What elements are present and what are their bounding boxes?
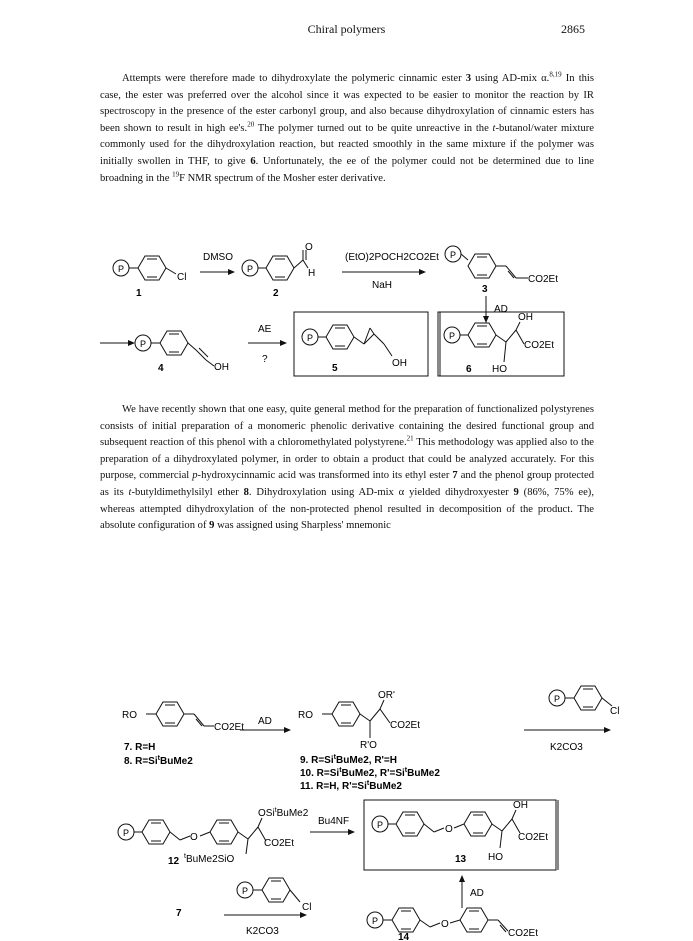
polymer-label: P [377, 820, 384, 830]
reagent-label: DMSO [203, 252, 233, 263]
compound-number: 7 [176, 908, 182, 919]
atom-label: O [441, 919, 449, 930]
compound-8-label: 8. $R=Si^tBuMe2$ [124, 755, 193, 767]
polymer-label: P [307, 333, 314, 343]
atom-label: OH [513, 800, 528, 811]
polymer-label: P [247, 264, 254, 274]
compound-number: 13 [455, 854, 467, 865]
group-label: CO2Et [214, 722, 245, 733]
atom-label: OH [214, 362, 229, 373]
atom-label: OH [518, 312, 533, 323]
running-title: Chiral polymers [307, 22, 386, 36]
reagent-label: ? [262, 354, 268, 365]
polymer-label: P [123, 828, 130, 838]
running-header [0, 22, 693, 42]
compound-number: 12 [168, 856, 180, 867]
atom-label: HO [488, 852, 503, 863]
group-label: CO2Et [528, 274, 559, 285]
group-label: RO [122, 710, 137, 721]
compound-number: 2 [273, 288, 279, 299]
reagent-label: AD [494, 304, 508, 315]
atom-label: HO [492, 364, 507, 375]
atom-label: Cl [177, 272, 187, 283]
osi-label: OSi$^t$BuMe2 [258, 807, 309, 819]
reagent-label: K2CO3 [246, 926, 279, 937]
atom-label: OH [392, 358, 407, 369]
paragraph-1: Attempts were therefore made to dihydroxylate the polymeric cinnamic ester 3 using AD-mix α.$^{8,19}$ In this case, the ester was preferred over the alcohol since it was expected to be easier to monitor the reaction by IR spectroscopy in the presence of the ester carbonyl group, and also because dihydroxylation of cinnamic esters has been shown to result in high ee's.$^{20}$ The polymer turned out to be quite unreactive in the t-butanol/water mixture commonly used for the dihydroxylation reaction, but reacted smoothly in the same mixture if the polymer was initially swollen in THF, to give 6. Unfortunately, the ee of the polymer could not be determined due to line broadning in the $^{19}$F NMR spectrum of the Mosher ester derivative. [100, 70, 594, 184]
compound-11-label: 11. R=H, $R'=Si^tBuMe2$ [300, 780, 402, 792]
compound-7-label: 7. R=H [124, 742, 156, 753]
polymer-label: P [554, 694, 561, 704]
compound-10-label: 10. $R=Si^tBuMe2$, $R'=Si^tBuMe2$ [300, 767, 440, 779]
compound-number: 4 [158, 363, 164, 374]
polymer-label: P [140, 339, 147, 349]
compound-number: 5 [332, 363, 338, 374]
group-label: CO2Et [508, 928, 539, 939]
atom-label: O [445, 824, 453, 835]
polymer-label: P [118, 264, 125, 274]
compound-number: 3 [482, 284, 488, 295]
group-label: CO2Et [524, 340, 555, 351]
group-label: R'O [360, 740, 377, 751]
paragraph-2: We have recently shown that one easy, quite general method for the preparation of functionalized polystyrenes consists of initial preparation of a monomeric phenolic derivative containing the desired functional group and subsequent reaction of this phenol with a chloromethylated polystyrene.$^{21}$ This methodology was applied also to the preparation of a dihydroxylated polymer, in order to obtain a product that could be analyzed accurately. For this purpose, commercial p-hydroxycinnamic acid was transformed into its ethyl ester 7 and the phenol group protected as its t-butyldimethylsilyl ether 8. Dihydroxylation using AD-mix α yielded dihydroxyester 9 (86%, 75% ee), whereas attempted dihydroxylation of the non-protected phenol resulted in decomposition of the product. The absolute configuration of 9 was assigned using Sharpless' mnemonic [100, 404, 594, 532]
reagent-label: (EtO)2POCH2CO2Et [345, 252, 439, 263]
compound-9-label: 9. $R=Si^tBuMe2$, R'=H [300, 754, 397, 766]
reaction-scheme-1 [0, 240, 693, 380]
reagent-label: NaH [372, 280, 393, 291]
polymer-label: P [242, 886, 249, 896]
group-label: CO2Et [390, 720, 421, 731]
atom-label: Cl [302, 902, 312, 913]
atom-label: O [190, 832, 198, 843]
atom-label: Cl [610, 706, 620, 717]
reagent-label: Bu4NF [318, 816, 350, 827]
atom-label: H [308, 268, 316, 279]
polymer-label: P [372, 916, 379, 926]
group-label: RO [298, 710, 313, 721]
group-label: OR' [378, 690, 395, 701]
compound-number: 14 [398, 932, 410, 941]
page-number: 2865 [561, 22, 585, 36]
compound-number: 1 [136, 288, 142, 299]
polymer-label: P [449, 331, 456, 341]
atom-label: O [305, 242, 313, 253]
reagent-label: AE [258, 324, 272, 335]
polymer-label: P [450, 250, 457, 260]
reaction-scheme-2 [0, 668, 693, 941]
reagent-label: AD [258, 716, 272, 727]
group-label: CO2Et [518, 832, 549, 843]
compound-number: 6 [466, 364, 472, 375]
group-label: CO2Et [264, 838, 295, 849]
reagent-label: AD [470, 888, 484, 899]
reagent-label: K2CO3 [550, 742, 583, 753]
silyloxy-label: $^t$BuMe2SiO [184, 853, 235, 865]
